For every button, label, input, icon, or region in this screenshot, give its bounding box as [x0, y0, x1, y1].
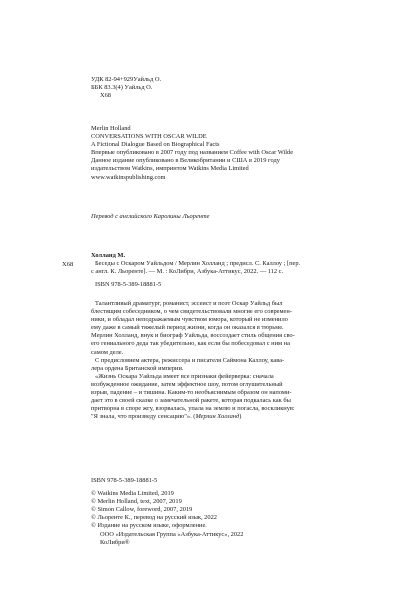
abstract-line: Мерлин Холланд, внук и биограф Уайльда, воссоздает стиль общения сво-: [91, 332, 295, 340]
abstract-line: ему даже в самый тяжелый период жизни, когда он оказался в тюрьме.: [91, 324, 284, 332]
quote-text: "Я знала, что произведу сенсацию"». (: [91, 413, 196, 421]
copyright-line: ООО «Издательская Группа «Азбука-Аттикус», 2022: [100, 530, 244, 538]
original-title: CONVERSATIONS WITH OSCAR WILDE: [91, 133, 207, 141]
quote-end: ): [239, 413, 242, 421]
abstract-line: дает это в своей сказке о замечательной ракете, которая подкалась как бы: [91, 397, 291, 405]
quote-author: Мерлин Холланд: [195, 413, 240, 421]
original-note-3: издательством Watkins, импринтом Watkins Media Limited: [91, 165, 249, 173]
translator-credit: [91, 213, 381, 221]
abstract-line: «Жизнь Оскара Уайльда имеет все признаки фейерверка: сначала: [95, 372, 274, 380]
abstract-line: притворна в споре жгу, взорвалась, упала на землю и погасла, воскликнув:: [91, 405, 295, 413]
udk-block: [91, 76, 381, 100]
original-subtitle: A Fictional Dialogue Based on Biographical Facts: [91, 141, 220, 149]
copyright-line: КоЛибри®: [100, 538, 130, 546]
copyright-block: [91, 477, 381, 547]
udk-line: УДК 82-94+929Уайльд О.: [91, 76, 162, 83]
original-note-2: Данное издание опубликовано в Великобритании и США в 2019 году: [91, 157, 280, 165]
abstract-line: лера ордена Британской империи.: [91, 364, 184, 372]
record-line-2: с англ. К. Льоренте]. — М. : КоЛибри, Азбука-Аттикус, 2022. — 112 с.: [91, 268, 284, 276]
abstract-line: возбужденное ожидание, затем эффектное шоу, потом оглушительный: [91, 380, 283, 388]
abstract: [91, 300, 381, 421]
copyright-line: © Watkins Media Limited, 2019: [91, 490, 174, 498]
publisher-url: www.watkinspublishing.com: [91, 173, 166, 181]
record-code: Х68: [62, 261, 74, 268]
record-line-1: Беседы с Оскаром Уайльдом / Мерлин Холланд ; предисл. С. Каллоу ; [пер.: [95, 260, 301, 268]
record-author: Холланд М.: [91, 252, 126, 259]
abstract-line: его гениального деда так убедительно, как если бы побеседовал с ним на: [91, 340, 290, 348]
author-code: Х68: [100, 92, 112, 100]
abstract-line: ники, и обладал неподражаемым чувством юмора, который не изменило: [91, 316, 288, 324]
copyright-line: © Льоренте К., перевод на русский язык, 2022: [91, 514, 217, 522]
copyright-line: © Издание на русском языке, оформление.: [91, 522, 207, 530]
copyright-isbn: ISBN 978-5-389-18881-5: [91, 477, 158, 484]
original-author: Merlin Holland: [91, 125, 131, 132]
bbk-line: ББК 83.3(4) Уайльд О.: [91, 84, 153, 92]
abstract-line: самом деле.: [91, 348, 124, 356]
abstract-line: С предисловием актера, режиссера и писателя Саймона Каллоу, кава-: [95, 356, 285, 364]
translator-name: Каролины Льоренте: [151, 213, 210, 220]
original-edition-block: [91, 125, 381, 182]
record-isbn: ISBN 978-5-389-18881-5: [95, 281, 162, 289]
translator-prefix: Перевод с английского: [91, 213, 152, 220]
copyright-line: © Merlin Holland, text, 2007, 2019: [91, 498, 182, 506]
copyright-line: © Simon Callow, foreword, 2007, 2019: [91, 506, 193, 514]
original-note-1: Впервые опубликовано в 2007 году под названием Coffee with Oscar Wilde: [91, 149, 294, 157]
catalog-record: [91, 252, 381, 289]
abstract-line: Талантливый драматург, романист, эссеист и поэт Оскар Уайльд был: [95, 300, 283, 307]
abstract-line: взрыв, падение – и тишина. Каким-то необъяснимым образом он напоми-: [91, 389, 292, 397]
abstract-line: блестящим собеседником, о чем свидетельствовали многие его современ-: [91, 308, 292, 316]
